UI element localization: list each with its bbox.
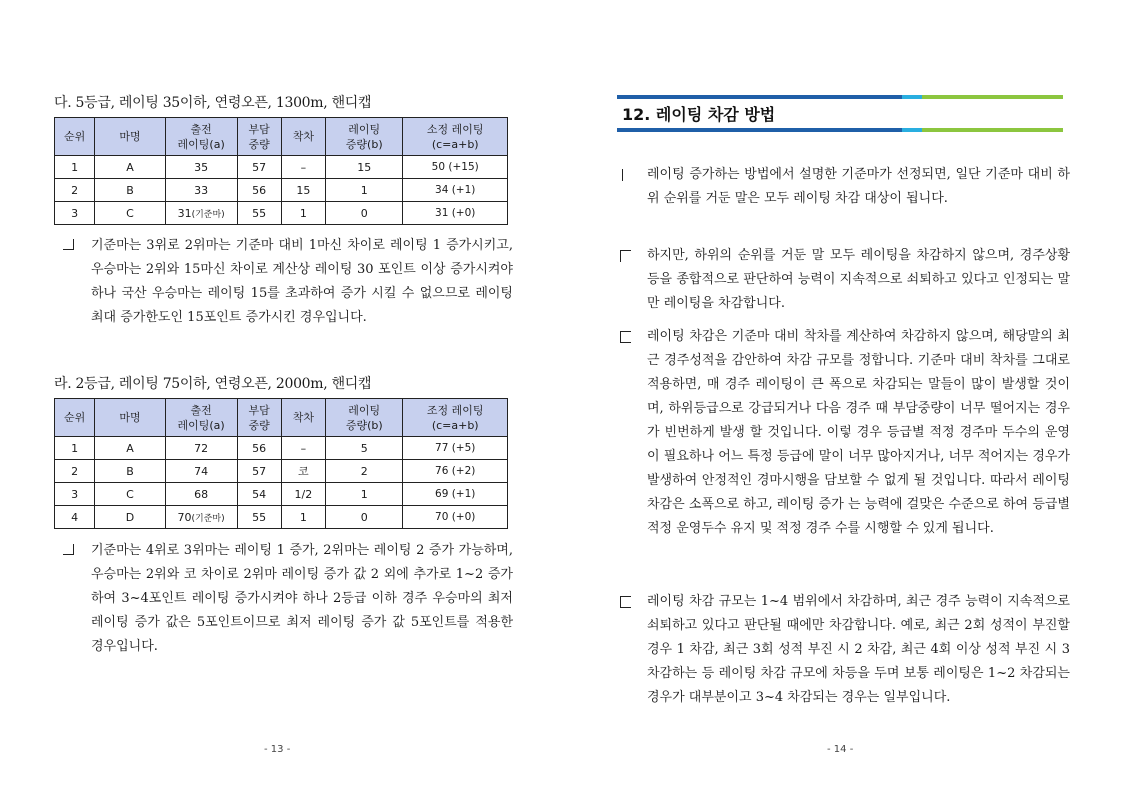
table-cell: 1/2	[281, 483, 325, 506]
table-cell: –	[281, 437, 325, 460]
col-margin: 착차	[281, 118, 325, 156]
col-horse: 마명	[95, 118, 165, 156]
table-cell: 56	[237, 179, 281, 202]
table-cell: 3	[55, 202, 95, 225]
paragraph-2-text: 하지만, 하위의 순위를 거둔 말 모두 레이팅을 차감하지 않으며, 경주상황 등을 종합적으로 판단하여 능력이 지속적으로 쇠퇴하고 있다고 인정되는 말만 레이팅을 차감합니다.	[647, 248, 1070, 311]
table-cell: 35	[165, 156, 237, 179]
col-rank: 순위	[55, 118, 95, 156]
note-a-text: 기준마는 3위로 2위마는 기준마 대비 1마신 차이로 레이팅 1 증가시키고, 우승마는 2위와 15마신 차이로 계산상 레이팅 30 포인트 이상 증가시켜야 하나 국산 우승마는 레이팅 15를 초과하여 증가 시킬 수 없으므로 레이팅 최대 증가한도인 15포인트 증가시킨 경우입니다.	[91, 238, 513, 325]
corner-mark-icon	[63, 239, 74, 250]
table-row	[55, 460, 508, 483]
note-b-text: 기준마는 4위로 3위마는 레이팅 1 증가, 2위마는 레이팅 2 증가 가능하며, 우승마는 2위와 코 차이로 2위마 레이팅 증가 값 2 외에 추가로 1~2 증가하여 3~4포인트 레이팅 증가시켜야 하나 2등급 이하 경주 우승마의 최저 레이팅 증가 값은 5포인트이므로 최저 레이팅 증가 값 5포인트를 적용한 경우입니다.	[91, 543, 513, 654]
table-cell: 31 (+0)	[403, 202, 508, 225]
table-cell: 2	[55, 179, 95, 202]
table-header-row	[55, 118, 508, 156]
table-cell: 15	[281, 179, 325, 202]
table-cell: 15	[326, 156, 403, 179]
table-cell: 1	[281, 202, 325, 225]
table-cell: 1	[326, 483, 403, 506]
table-row	[55, 483, 508, 506]
corner-mark-icon	[63, 544, 74, 555]
table-b-title: 라. 2등급, 레이팅 75이하, 연령오픈, 2000m, 핸디캡	[54, 376, 372, 392]
bullet-icon	[620, 331, 631, 343]
paragraph-1-text: 레이팅 증가하는 방법에서 설명한 기준마가 선정되면, 일단 기준마 대비 하위 순위를 거둔 말은 모두 레이팅 차감 대상이 됩니다.	[647, 167, 1070, 206]
table-cell: 코	[281, 460, 325, 483]
table-cell: 77 (+5)	[403, 437, 508, 460]
table-cell: 2	[326, 460, 403, 483]
bullet-icon	[620, 596, 631, 608]
table-b-body	[55, 437, 508, 529]
table-cell: 55	[237, 506, 281, 529]
table-cell: 70 (+0)	[403, 506, 508, 529]
col-rank: 순위	[55, 399, 95, 437]
bullet-icon	[620, 250, 631, 262]
table-cell: 0	[326, 202, 403, 225]
col-entry-rating: 출전 레이팅(a)	[165, 399, 237, 437]
table-cell: 3	[55, 483, 95, 506]
table-cell: 1	[55, 156, 95, 179]
table-cell: 76 (+2)	[403, 460, 508, 483]
table-cell: 74	[165, 460, 237, 483]
table-cell: 34 (+1)	[403, 179, 508, 202]
table-cell: 1	[326, 179, 403, 202]
col-weight: 부담 중량	[237, 399, 281, 437]
table-a-title: 다. 5등급, 레이팅 35이하, 연령오픈, 1300m, 핸디캡	[54, 95, 372, 111]
page-number-right: - 14 -	[827, 744, 854, 755]
table-cell: C	[95, 202, 165, 225]
heading-top-bar	[617, 95, 1063, 99]
table-header-row	[55, 399, 508, 437]
baseline-tag: (기준마)	[191, 209, 225, 220]
page-number-left: - 13 -	[264, 744, 291, 755]
table-cell: 69 (+1)	[403, 483, 508, 506]
table-cell: 57	[237, 156, 281, 179]
table-cell: 68	[165, 483, 237, 506]
table-cell: 4	[55, 506, 95, 529]
table-cell: 56	[237, 437, 281, 460]
table-cell: 50 (+15)	[403, 156, 508, 179]
table-cell: 72	[165, 437, 237, 460]
table-cell: C	[95, 483, 165, 506]
table-cell: 1	[281, 506, 325, 529]
col-rating-increase: 레이팅 증량(b)	[326, 399, 403, 437]
table-cell: 70(기준마)	[165, 506, 237, 529]
table-cell: 1	[55, 437, 95, 460]
table-cell: A	[95, 156, 165, 179]
bullet-icon	[622, 169, 623, 181]
table-cell: 33	[165, 179, 237, 202]
rating-table-a	[54, 117, 508, 225]
col-weight: 부담 중량	[237, 118, 281, 156]
paragraph-3-text: 레이팅 차감은 기준마 대비 착차를 계산하여 차감하지 않으며, 해당말의 최근 경주성적을 감안하여 차감 규모를 정합니다. 기준마 대비 착차를 그대로 적용하면, 매 경주 레이팅이 큰 폭으로 차감되는 말들이 많이 발생할 것이며, 하위등급으로 강급되거나 다음 경주 때 부담중량이 너무 떨어지는 경우가 빈번하게 발생 할 것입니다. 이렇 경우 등급별 적정 경주마 두수의 운영이 필요하나 어느 특정 등급에 말이 너무 많아지거나, 너무 적어지는 경우가 발생하여 안정적인 경마시행을 담보할 수 없게 될 것입니다. 따라서 레이팅 차감은 소폭으로 하고, 레이팅 증가 는 능력에 걸맞은 수준으로 하여 등급별 적정 운영두수 유지 및 적정 경주 수를 시행할 수 있게 됩니다.	[647, 329, 1070, 536]
table-cell: B	[95, 179, 165, 202]
rating-table-b	[54, 398, 508, 529]
table-cell: 54	[237, 483, 281, 506]
table-cell: B	[95, 460, 165, 483]
table-cell: A	[95, 437, 165, 460]
table-row	[55, 202, 508, 225]
heading-bottom-bar	[617, 128, 1063, 132]
col-adjusted-rating: 소정 레이팅 (c=a+b)	[403, 118, 508, 156]
table-row	[55, 156, 508, 179]
col-entry-rating: 출전 레이팅(a)	[165, 118, 237, 156]
table-cell: 0	[326, 506, 403, 529]
baseline-tag: (기준마)	[191, 513, 225, 524]
table-row	[55, 179, 508, 202]
col-margin: 착차	[281, 399, 325, 437]
paragraph-4-text: 레이팅 차감 규모는 1~4 범위에서 차감하며, 최근 경주 능력이 지속적으로 쇠퇴하고 있다고 판단될 때에만 차감합니다. 예로, 최근 2회 성적이 부진할 경우 1 차감, 최근 3회 성적 부진 시 2 차감, 최근 4회 이상 성적 부진 시 3 차감하는 등 레이팅 차감 규모에 차등을 두며 보통 레이팅은 1~2 차감되는 경우가 대부분이고 3~4 차감되는 경우는 일부입니다.	[647, 594, 1070, 705]
table-cell: 2	[55, 460, 95, 483]
table-cell: 31(기준마)	[165, 202, 237, 225]
table-cell: 57	[237, 460, 281, 483]
table-cell: –	[281, 156, 325, 179]
col-adjusted-rating: 조정 레이팅 (c=a+b)	[403, 399, 508, 437]
table-row	[55, 506, 508, 529]
table-row	[55, 437, 508, 460]
table-a-body	[55, 156, 508, 225]
table-cell: 55	[237, 202, 281, 225]
left-page	[0, 0, 560, 793]
table-cell: 5	[326, 437, 403, 460]
table-cell: D	[95, 506, 165, 529]
section-heading: 12. 레이팅 차감 방법	[622, 105, 776, 124]
col-rating-increase: 레이팅 증량(b)	[326, 118, 403, 156]
col-horse: 마명	[95, 399, 165, 437]
